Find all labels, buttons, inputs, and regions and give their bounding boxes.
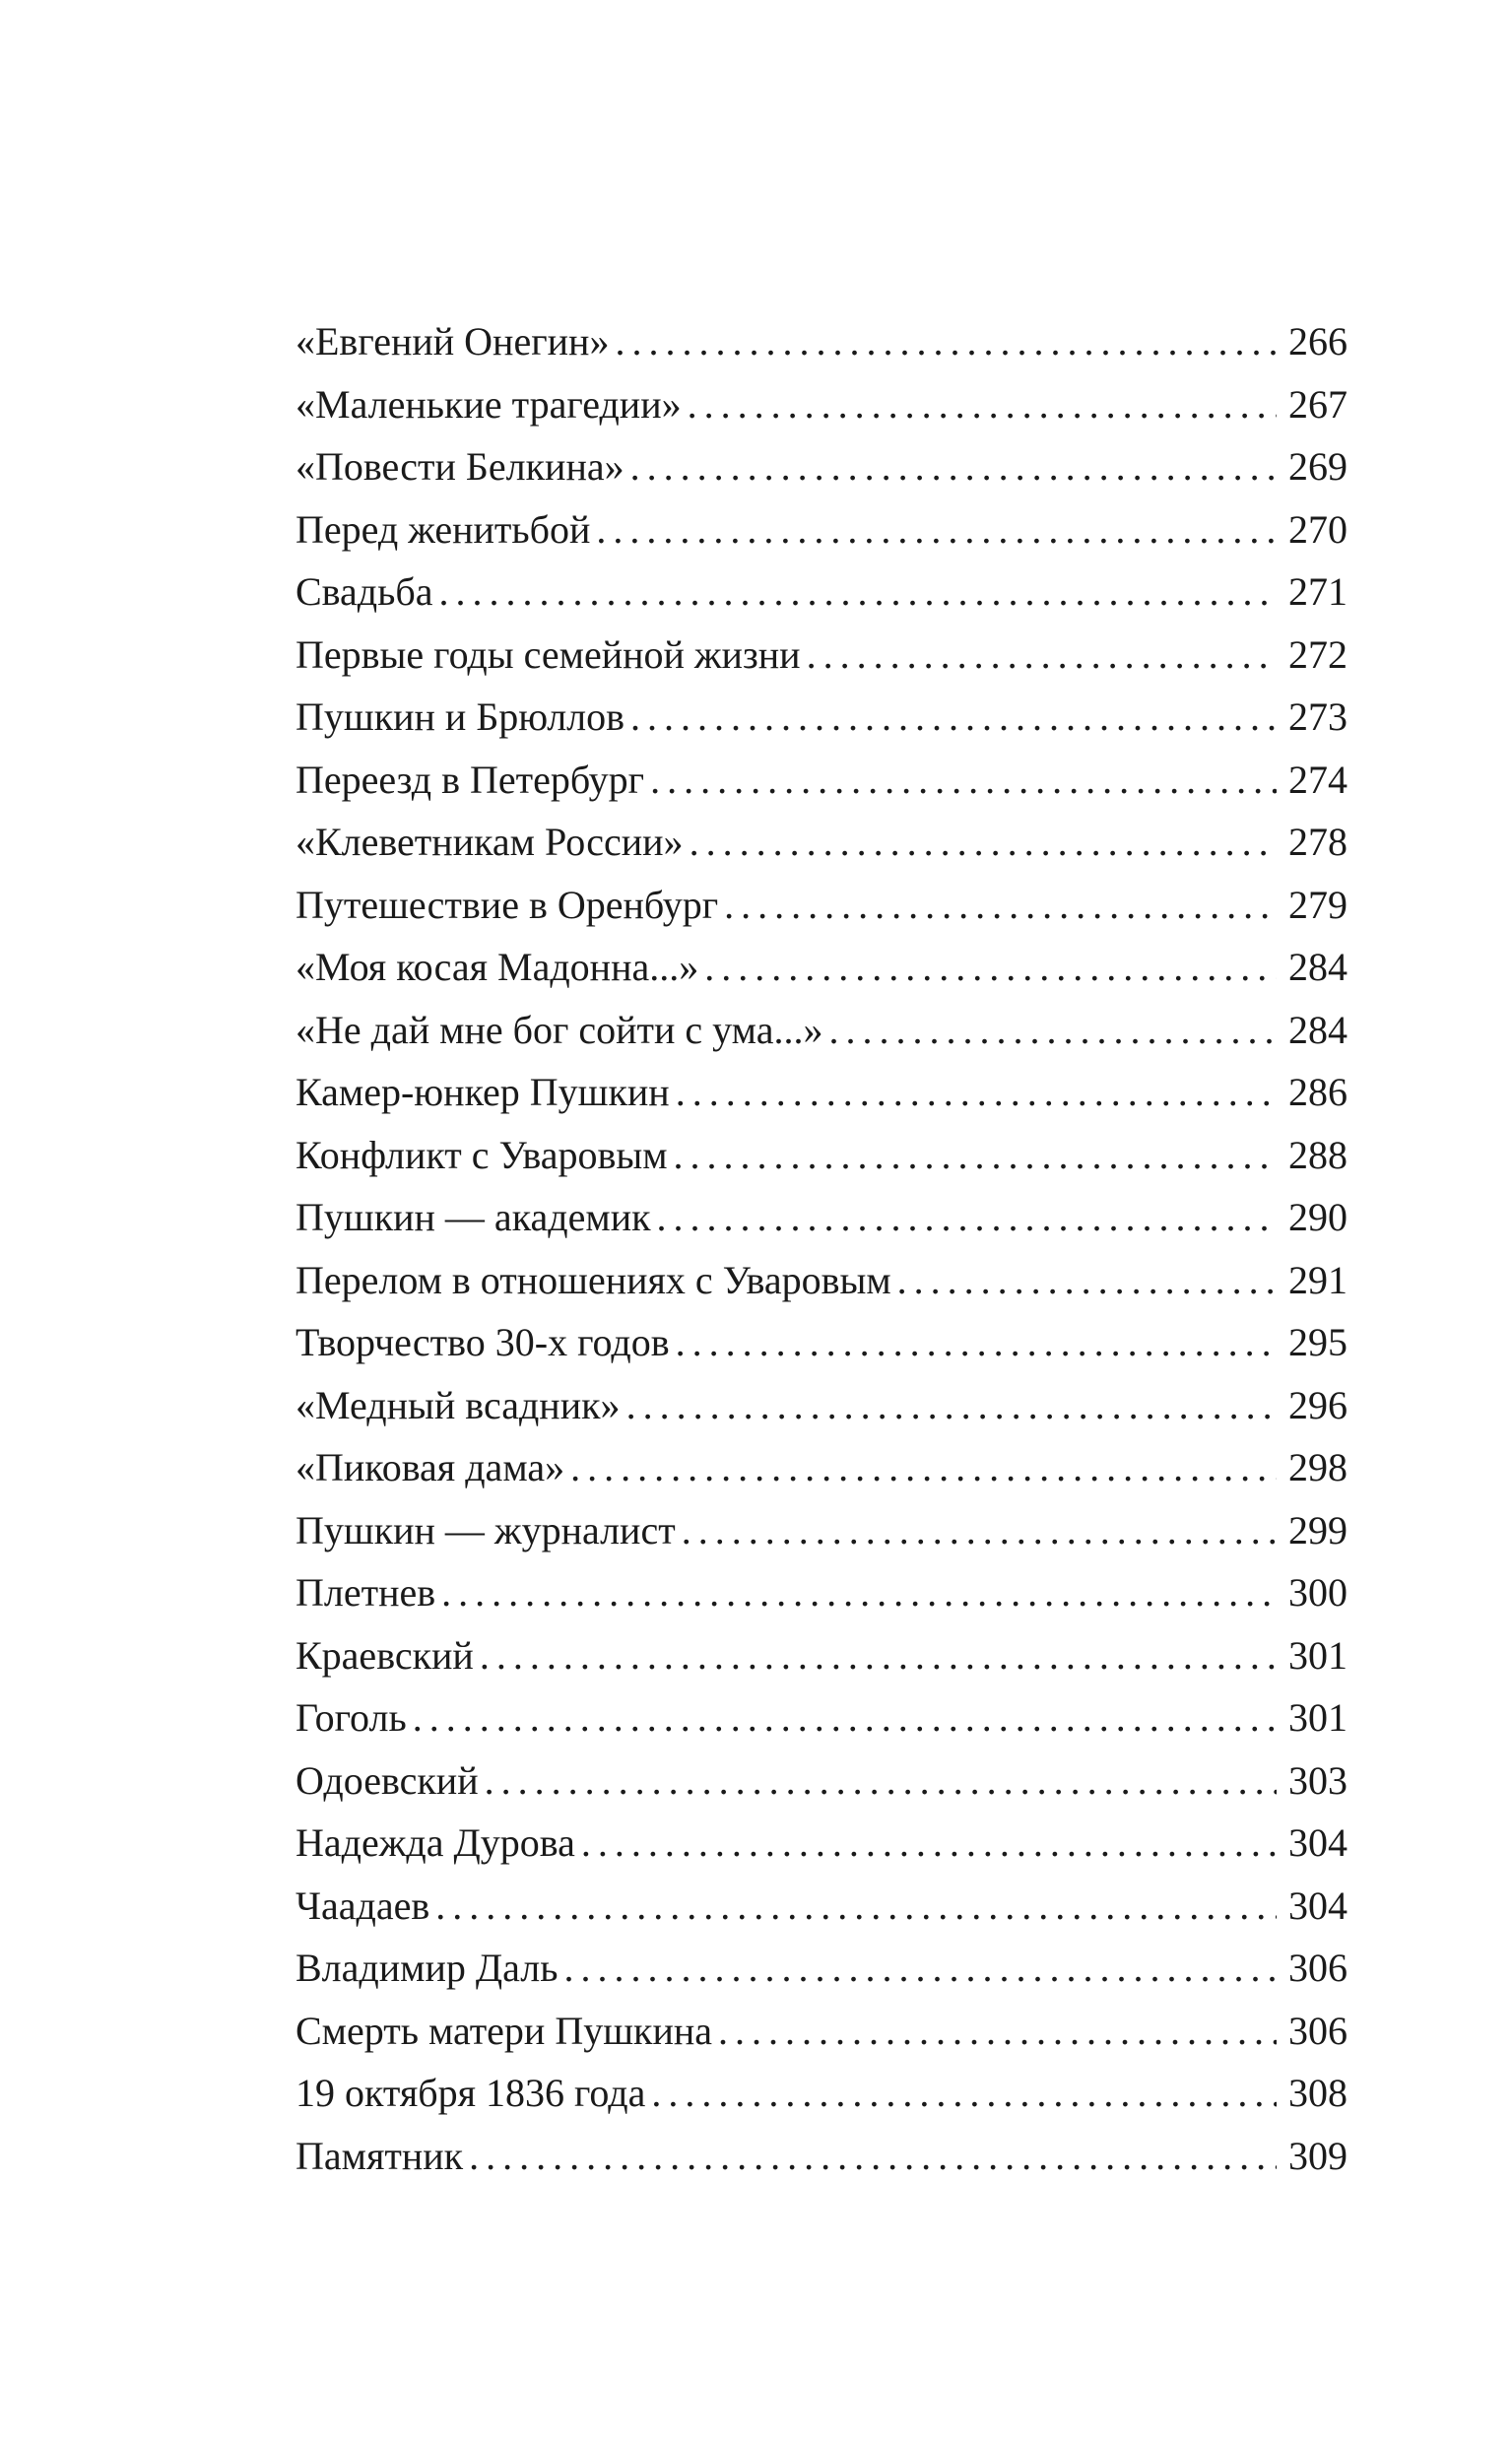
dot-leader [807,624,1277,687]
toc-entry[interactable] [296,1499,1348,1562]
toc-entry[interactable] [296,1624,1348,1687]
toc-entry-page-number: 306 [1288,1946,1348,1990]
toc-entry-page-number: 272 [1288,631,1348,677]
toc-entry-page-number: 266 [1288,319,1348,363]
toc-entry[interactable] [296,749,1348,812]
toc-entry[interactable] [296,1686,1348,1750]
dot-leader [690,811,1277,874]
toc-entry-title: Владимир Даль [296,1946,559,1990]
dot-leader [441,1561,1277,1624]
toc-entry-page-number: 304 [1288,1882,1348,1928]
toc-entry-page-number: 274 [1288,757,1348,802]
toc-entry-page-number: 301 [1288,1632,1348,1678]
toc-entry[interactable] [296,811,1348,874]
dot-leader [650,749,1277,812]
toc-entry[interactable] [296,874,1348,937]
dot-leader [682,1499,1277,1562]
toc-entry[interactable] [296,498,1348,561]
toc-entry-page-number: 270 [1288,506,1348,552]
toc-entry-page-number: 301 [1288,1695,1348,1740]
dot-leader [413,1686,1277,1750]
toc-entry-title: Путешествие в Оренбург [296,882,719,927]
toc-entry-page-number: 295 [1288,1320,1348,1364]
toc-entry-page-number: 309 [1288,2133,1348,2178]
dot-leader [630,686,1277,749]
toc-entry-title: Пушкин — академик [296,1195,651,1239]
toc-entry[interactable] [296,1061,1348,1124]
toc-entry[interactable] [296,1750,1348,1813]
toc-entry-page-number: 278 [1288,820,1348,864]
toc-entry-page-number: 303 [1288,1757,1348,1803]
toc-entry-page-number: 279 [1288,882,1348,927]
toc-entry-page-number: 288 [1288,1132,1348,1177]
toc-entry-page-number: 290 [1288,1195,1348,1239]
toc-entry[interactable] [296,1374,1348,1437]
toc-entry-title: Перелом в отношениях с Уваровым [296,1257,891,1302]
toc-entry[interactable] [296,1436,1348,1499]
toc-entry-title: «Моя косая Мадонна...» [296,945,699,989]
toc-entry-page-number: 267 [1288,381,1348,427]
toc-entry[interactable] [296,2000,1348,2063]
toc-entry-page-number: 284 [1288,945,1348,989]
dot-leader [570,1436,1277,1499]
toc-entry[interactable] [296,1311,1348,1374]
toc-entry-page-number: 291 [1288,1257,1348,1302]
toc-entry[interactable] [296,1812,1348,1875]
toc-entry-title: Чаадаев [296,1882,430,1928]
dot-leader [581,1812,1277,1875]
toc-entry-title: Конфликт с Уваровым [296,1132,668,1177]
toc-entry-page-number: 299 [1288,1507,1348,1552]
toc-entry-title: Надежда Дурова [296,1820,575,1865]
toc-entry-title: Перед женитьбой [296,506,591,552]
toc-entry[interactable] [296,2125,1348,2188]
dot-leader [435,1875,1277,1938]
toc-entry-title: Камер-юнкер Пушкин [296,1070,670,1114]
toc-entry[interactable] [296,373,1348,436]
dot-leader [657,1186,1277,1249]
dot-leader [704,936,1277,999]
toc-entry-page-number: 298 [1288,1445,1348,1489]
toc-entry-title: «Медный всадник» [296,1382,621,1427]
toc-entry-title: Одоевский [296,1757,479,1803]
toc-entry-title: 19 октября 1836 года [296,2071,646,2115]
toc-entry[interactable] [296,561,1348,624]
toc-entry[interactable] [296,686,1348,749]
toc-entry-title: Переезд в Петербург [296,757,645,802]
toc-entry-page-number: 271 [1288,569,1348,614]
toc-entry[interactable] [296,1249,1348,1312]
toc-entry-title: Краевский [296,1632,474,1678]
toc-entry[interactable] [296,1561,1348,1624]
toc-entry-title: «Повести Белкина» [296,444,625,489]
toc-entry-title: Плетнев [296,1570,436,1615]
toc-entry-page-number: 306 [1288,2008,1348,2053]
toc-entry-title: Смерть матери Пушкина [296,2008,713,2053]
dot-leader [626,1374,1277,1437]
dot-leader [674,1124,1277,1187]
toc-entry[interactable] [296,310,1348,373]
dot-leader [724,874,1277,937]
toc-entry-title: Пушкин — журналист [296,1507,676,1552]
toc-entry[interactable] [296,435,1348,498]
toc-entry[interactable] [296,999,1348,1062]
toc-entry-title: «Маленькие трагедии» [296,381,682,427]
dot-leader [563,1937,1277,2000]
dot-leader [596,498,1277,561]
toc-entry-page-number: 304 [1288,1820,1348,1865]
toc-entry-page-number: 273 [1288,694,1348,739]
toc-entry-title: Творчество 30-х годов [296,1320,670,1364]
toc-entry[interactable] [296,1186,1348,1249]
toc-entry-page-number: 300 [1288,1570,1348,1615]
dot-leader [676,1311,1277,1374]
toc-entry-title: «Пиковая дама» [296,1445,565,1489]
toc-entry-page-number: 296 [1288,1382,1348,1427]
dot-leader [630,435,1277,498]
toc-entry-page-number: 284 [1288,1007,1348,1052]
toc-entry-title: Гоголь [296,1695,407,1740]
toc-entry[interactable] [296,1875,1348,1938]
dot-leader [469,2125,1277,2188]
dot-leader [439,561,1278,624]
toc-entry-title: «Не дай мне бог сойти с ума...» [296,1007,823,1052]
dot-leader [485,1750,1277,1813]
dot-leader [676,1061,1277,1124]
toc-entry-page-number: 286 [1288,1070,1348,1114]
dot-leader [828,999,1277,1062]
toc-entry-title: Свадьба [296,569,433,614]
toc-entry[interactable] [296,1937,1348,2000]
toc-entry-title: «Клеветникам России» [296,820,684,864]
dot-leader [480,1624,1277,1687]
toc-entry[interactable] [296,624,1348,687]
dot-leader [615,310,1277,373]
dot-leader [688,373,1277,436]
toc-entry-page-number: 269 [1288,444,1348,489]
dot-leader [718,2000,1277,2063]
toc-entry-title: «Евгений Онегин» [296,319,610,363]
toc-entry-title: Первые годы семейной жизни [296,631,801,677]
table-of-contents [296,310,1348,2187]
toc-entry[interactable] [296,936,1348,999]
toc-entry-page-number: 308 [1288,2071,1348,2115]
dot-leader [897,1249,1277,1312]
dot-leader [651,2062,1277,2125]
toc-entry[interactable] [296,2062,1348,2125]
toc-entry-title: Памятник [296,2133,464,2178]
toc-entry-title: Пушкин и Брюллов [296,694,625,739]
toc-entry[interactable] [296,1124,1348,1187]
